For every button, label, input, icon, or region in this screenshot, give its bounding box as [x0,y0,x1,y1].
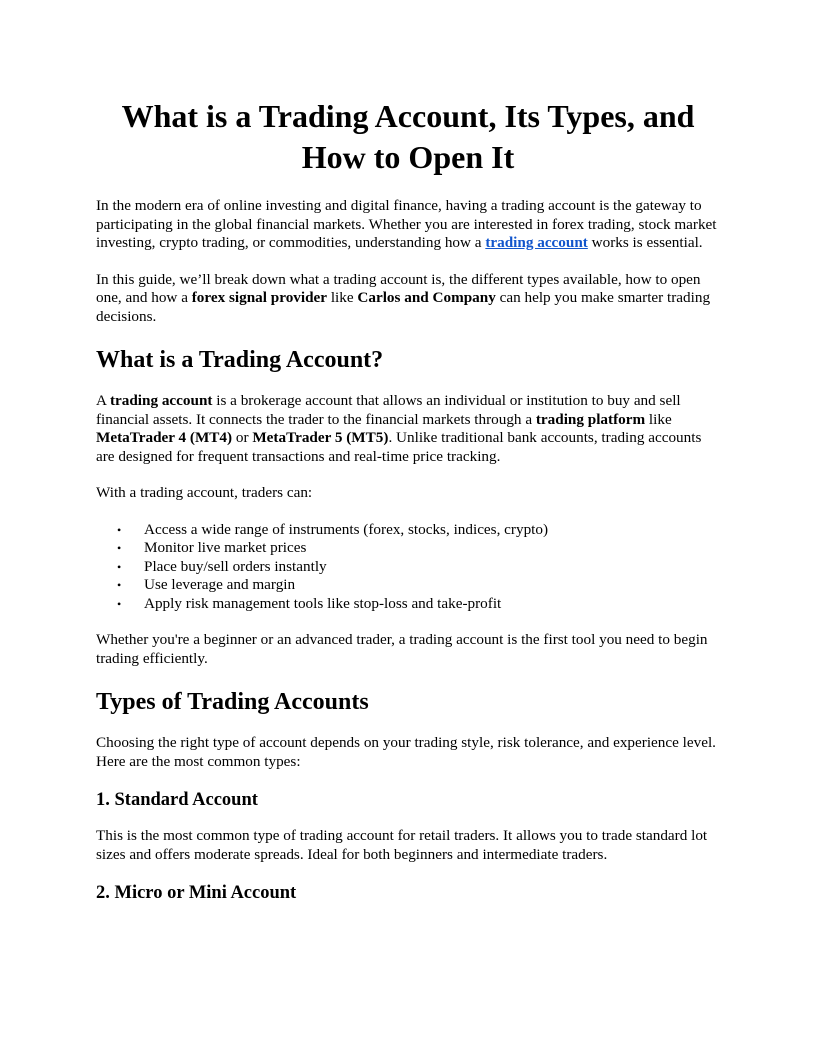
trading-account-link[interactable]: trading account [485,234,588,251]
intro-text: like [327,289,358,306]
subheading-standard-account: 1. Standard Account [96,790,258,810]
bold-text: trading account [109,392,213,409]
bold-text: MetaTrader 5 (MT5) [252,429,389,446]
features-list [96,521,720,614]
list-item-text: Monitor live market prices [144,539,307,556]
document-page [96,0,720,904]
body-text: is a brokerage account that allows an individual or institution to buy and sell financial assets. It connects the trader to the financial markets through a [96,392,681,428]
standard-account-paragraph: This is the most common type of trading account for retail traders. It allows you to trade standard lot sizes and offers moderate spreads. Ideal for both beginners and intermediate traders. [96,827,708,863]
section2-paragraph-1: Choosing the right type of account depends on your trading style, risk tolerance, and experience level. Here are the most common types: [96,734,716,770]
page-title-line-1: What is a Trading Account, Its Types, and [121,98,695,134]
body-text: like [645,410,672,428]
body-text: A [96,392,110,409]
list-item [96,576,720,595]
page-title [96,96,720,178]
subheading-micro-mini-account: 2. Micro or Mini Account [96,883,297,903]
list-item [96,521,720,540]
page-title-line-2: How to Open It [301,139,515,175]
list-item-text: Use leverage and margin [144,576,296,593]
list-item-text: Apply risk management tools like stop-loss and take-profit [144,594,502,612]
intro-text: In the modern era of online investing and digital finance, having a trading account is the gateway to participating in the global financial markets. Whether you are interested in forex trading, stock market investing, crypto trading, or commodities, understanding how a [96,197,717,251]
bullet-icon: • [117,541,122,555]
bullet-icon: • [117,522,122,537]
intro-paragraph-1 [96,197,720,253]
section1-paragraph-1 [96,392,720,466]
bullet-icon: • [117,578,122,592]
bullet-icon: • [117,596,122,611]
intro-text: In this guide, we’ll break down what a trading account is, the different types available, how to open one, and how a [96,270,701,306]
section1-paragraph-2: With a trading account, traders can: [96,484,313,501]
section1-paragraph-3: Whether you're a beginner or an advanced trader, a trading account is the first tool you need to begin trading efficiently. [96,631,708,667]
bold-text: trading platform [535,410,646,428]
list-item-text: Place buy/sell orders instantly [144,557,327,575]
bold-text: forex signal provider [191,289,328,306]
intro-text: can help you make smarter trading decisions. [96,289,711,325]
section-heading-types: Types of Trading Accounts [96,689,369,715]
intro-text: works is essential. [587,234,703,251]
list-item [96,595,720,614]
bold-text: MetaTrader 4 (MT4) [96,429,233,446]
body-text: or [232,429,253,446]
bullet-icon: • [117,559,122,574]
list-item [96,539,720,558]
body-text: . Unlike traditional bank accounts, trading accounts are designed for frequent transactions and real-time price tracking. [96,429,702,465]
section-heading-what-is: What is a Trading Account? [96,347,384,373]
intro-paragraph-2 [96,271,720,327]
list-item-text: Access a wide range of instruments (forex, stocks, indices, crypto) [144,520,549,538]
bold-text: Carlos and Company [357,289,496,306]
list-item [96,558,720,577]
